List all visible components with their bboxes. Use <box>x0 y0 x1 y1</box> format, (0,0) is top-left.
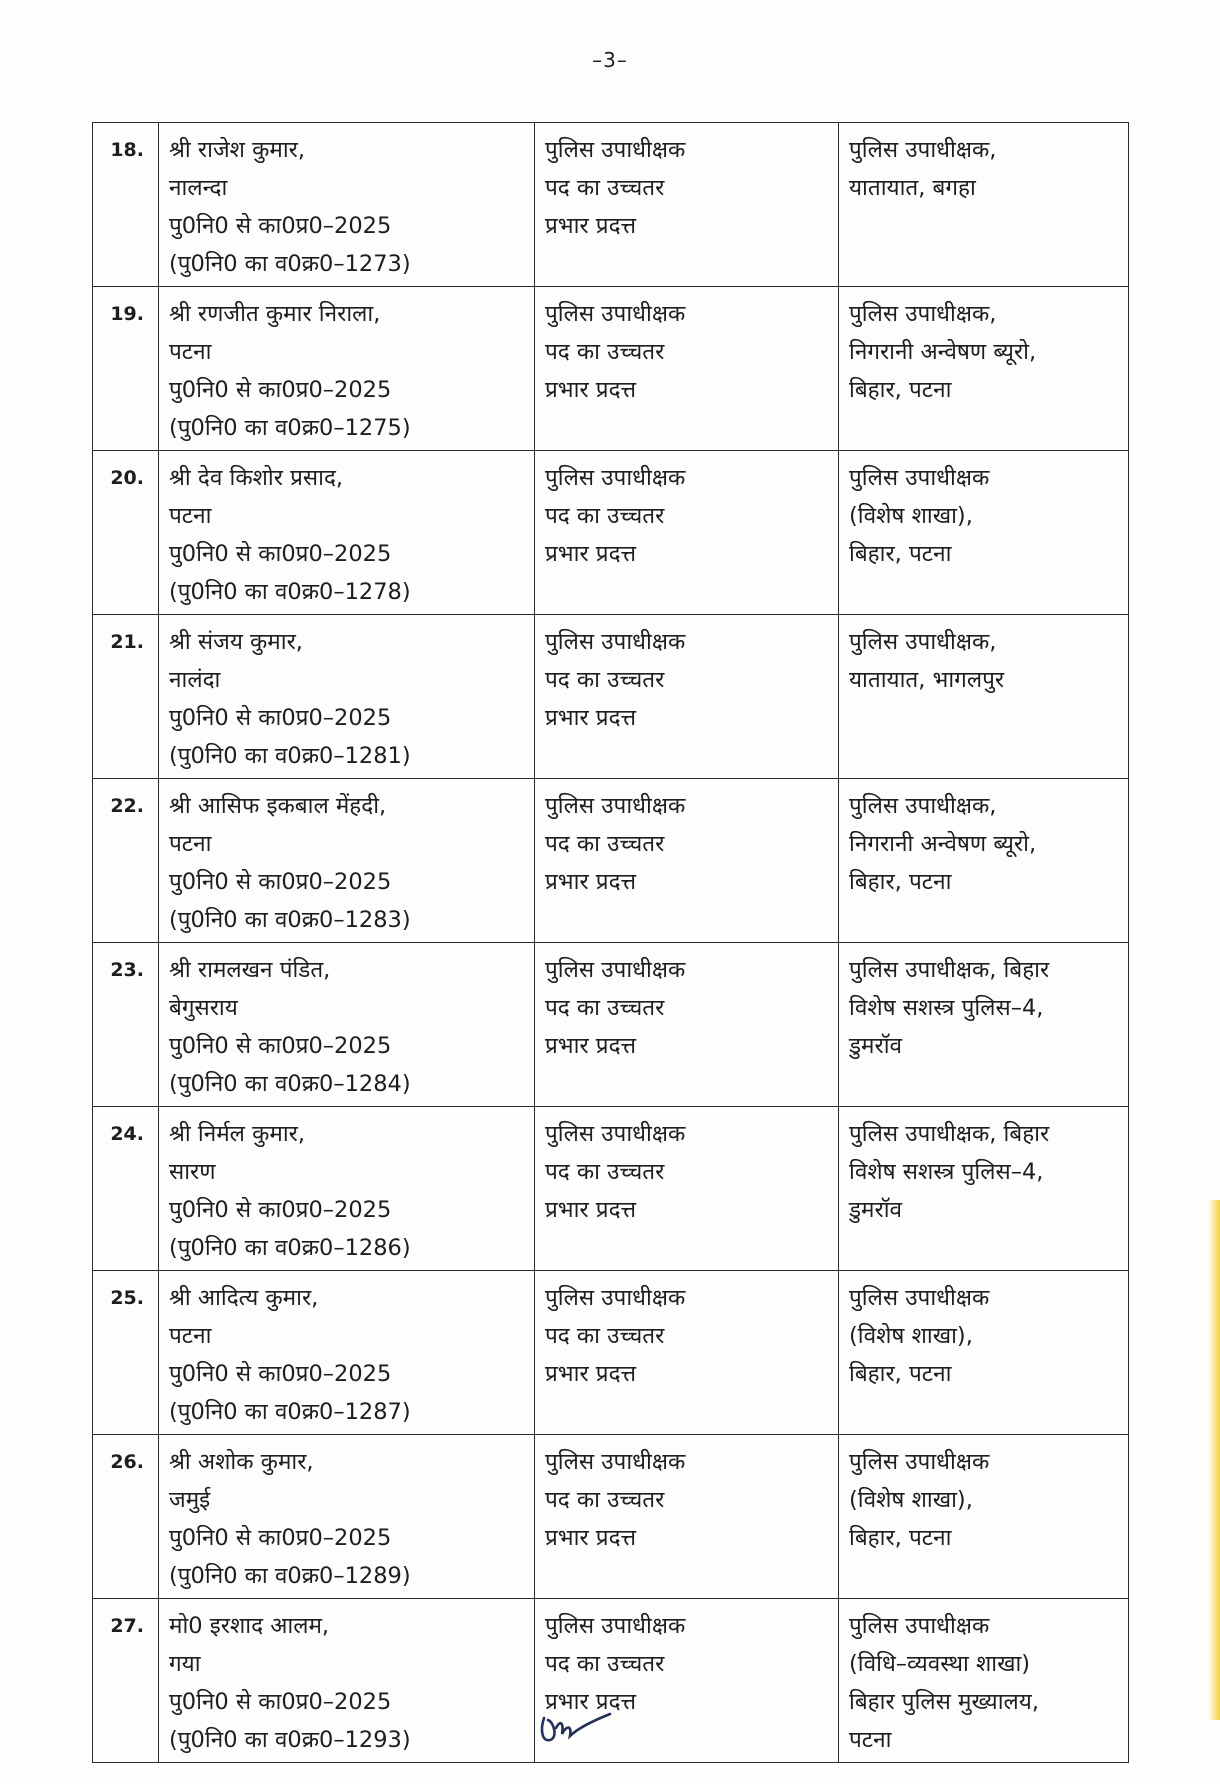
posting-cell <box>839 1271 1129 1435</box>
charge-cell <box>535 1107 839 1271</box>
charge-line: प्रभार प्रदत्त <box>545 705 637 731</box>
posting-line: निगरानी अन्वेषण ब्यूरो, <box>849 831 1037 857</box>
posting-line: विशेष सशस्त्र पुलिस–4, <box>849 995 1044 1021</box>
charge-line: पद का उच्चतर <box>545 503 665 529</box>
charge-cell <box>535 615 839 779</box>
posting-line: बिहार पुलिस मुख्यालय, <box>849 1689 1039 1715</box>
posting-cell <box>839 451 1129 615</box>
charge-line: पुलिस उपाधीक्षक <box>545 957 686 983</box>
seniority-number: (पु0नि0 का व0क्र0–1293) <box>169 1727 411 1753</box>
posting-line: पुलिस उपाधीक्षक, <box>849 793 997 819</box>
charge-line: प्रभार प्रदत्त <box>545 541 637 567</box>
posting-line: पुलिस उपाधीक्षक <box>849 465 990 491</box>
officer-details-cell <box>159 123 535 287</box>
home-district: नालंदा <box>169 667 221 693</box>
officer-details-cell <box>159 615 535 779</box>
officer-details-cell <box>159 779 535 943</box>
seniority-number: (पु0नि0 का व0क्र0–1273) <box>169 251 411 277</box>
home-district: बेगुसराय <box>169 995 238 1021</box>
officer-name: श्री आदित्य कुमार, <box>169 1285 319 1311</box>
posting-line: (विशेष शाखा), <box>849 1487 973 1513</box>
posting-line: बिहार, पटना <box>849 541 952 567</box>
posting-cell <box>839 615 1129 779</box>
posting-line: बिहार, पटना <box>849 869 952 895</box>
officer-name: श्री अशोक कुमार, <box>169 1449 314 1475</box>
table-row <box>93 779 1129 943</box>
charge-line: पद का उच्चतर <box>545 339 665 365</box>
posting-line: निगरानी अन्वेषण ब्यूरो, <box>849 339 1037 365</box>
officer-details-cell <box>159 1599 535 1763</box>
promotion-batch: पु0नि0 से का0प्र0–2025 <box>169 1525 392 1551</box>
charge-line: पद का उच्चतर <box>545 995 665 1021</box>
promotion-batch: पु0नि0 से का0प्र0–2025 <box>169 1689 392 1715</box>
posting-line: पुलिस उपाधीक्षक <box>849 1285 990 1311</box>
officer-name: श्री राजेश कुमार, <box>169 137 306 163</box>
promotion-batch: पु0नि0 से का0प्र0–2025 <box>169 1033 392 1059</box>
officer-details-cell <box>159 1107 535 1271</box>
serial-number: 19. <box>93 287 159 451</box>
home-district: सारण <box>169 1159 216 1185</box>
promotion-batch: पु0नि0 से का0प्र0–2025 <box>169 377 392 403</box>
officer-details-cell <box>159 287 535 451</box>
serial-number: 24. <box>93 1107 159 1271</box>
seniority-number: (पु0नि0 का व0क्र0–1286) <box>169 1235 411 1261</box>
posting-line: बिहार, पटना <box>849 1361 952 1387</box>
table-row <box>93 1271 1129 1435</box>
charge-line: प्रभार प्रदत्त <box>545 1689 637 1715</box>
charge-cell <box>535 123 839 287</box>
serial-number: 21. <box>93 615 159 779</box>
charge-line: पुलिस उपाधीक्षक <box>545 137 686 163</box>
table-row <box>93 1107 1129 1271</box>
home-district: पटना <box>169 503 212 529</box>
posting-line: बिहार, पटना <box>849 377 952 403</box>
charge-line: प्रभार प्रदत्त <box>545 1033 637 1059</box>
page-number: –3– <box>592 48 628 72</box>
charge-line: पद का उच्चतर <box>545 831 665 857</box>
officer-details-cell <box>159 451 535 615</box>
officer-name: श्री संजय कुमार, <box>169 629 303 655</box>
serial-number: 22. <box>93 779 159 943</box>
posting-table <box>92 122 1129 1763</box>
seniority-number: (पु0नि0 का व0क्र0–1287) <box>169 1399 411 1425</box>
serial-number: 26. <box>93 1435 159 1599</box>
home-district: नालन्दा <box>169 175 228 201</box>
officer-name: श्री रणजीत कुमार निराला, <box>169 301 381 327</box>
posting-cell <box>839 779 1129 943</box>
charge-line: प्रभार प्रदत्त <box>545 1361 637 1387</box>
promotion-batch: पु0नि0 से का0प्र0–2025 <box>169 541 392 567</box>
table-row <box>93 1435 1129 1599</box>
posting-line: पुलिस उपाधीक्षक, <box>849 137 997 163</box>
table-row <box>93 287 1129 451</box>
posting-cell <box>839 1107 1129 1271</box>
officer-details-cell <box>159 943 535 1107</box>
posting-line: पुलिस उपाधीक्षक, बिहार <box>849 957 1050 983</box>
posting-line: पुलिस उपाधीक्षक, <box>849 301 997 327</box>
charge-line: पुलिस उपाधीक्षक <box>545 1613 686 1639</box>
promotion-batch: पु0नि0 से का0प्र0–2025 <box>169 869 392 895</box>
charge-line: प्रभार प्रदत्त <box>545 869 637 895</box>
charge-line: पुलिस उपाधीक्षक <box>545 1285 686 1311</box>
charge-cell <box>535 779 839 943</box>
posting-line: पुलिस उपाधीक्षक, बिहार <box>849 1121 1050 1147</box>
seniority-number: (पु0नि0 का व0क्र0–1289) <box>169 1563 411 1589</box>
serial-number: 25. <box>93 1271 159 1435</box>
posting-line: डुमरॉव <box>849 1197 903 1223</box>
seniority-number: (पु0नि0 का व0क्र0–1275) <box>169 415 411 441</box>
charge-cell <box>535 1271 839 1435</box>
posting-cell <box>839 943 1129 1107</box>
serial-number: 23. <box>93 943 159 1107</box>
charge-cell <box>535 287 839 451</box>
officer-name: श्री देव किशोर प्रसाद, <box>169 465 344 491</box>
charge-line: पद का उच्चतर <box>545 1159 665 1185</box>
posting-cell <box>839 123 1129 287</box>
charge-line: प्रभार प्रदत्त <box>545 213 637 239</box>
serial-number: 20. <box>93 451 159 615</box>
posting-cell <box>839 1599 1129 1763</box>
promotion-batch: पु0नि0 से का0प्र0–2025 <box>169 213 392 239</box>
promotion-batch: पु0नि0 से का0प्र0–2025 <box>169 705 392 731</box>
officer-name: श्री आसिफ इकबाल मेंहदी, <box>169 793 387 819</box>
officer-name: श्री रामलखन पंडित, <box>169 957 331 983</box>
charge-line: पद का उच्चतर <box>545 1487 665 1513</box>
home-district: गया <box>169 1651 201 1677</box>
posting-line: विशेष सशस्त्र पुलिस–4, <box>849 1159 1044 1185</box>
charge-line: पद का उच्चतर <box>545 175 665 201</box>
charge-line: पुलिस उपाधीक्षक <box>545 465 686 491</box>
charge-cell <box>535 451 839 615</box>
posting-line: (विधि–व्यवस्था शाखा) <box>849 1651 1031 1677</box>
table-row <box>93 943 1129 1107</box>
posting-line: यातायात, बगहा <box>849 175 976 201</box>
charge-line: पद का उच्चतर <box>545 667 665 693</box>
charge-line: पुलिस उपाधीक्षक <box>545 1449 686 1475</box>
seniority-number: (पु0नि0 का व0क्र0–1283) <box>169 907 411 933</box>
charge-line: पुलिस उपाधीक्षक <box>545 301 686 327</box>
home-district: पटना <box>169 831 212 857</box>
page-edge-highlight <box>1208 1200 1220 1720</box>
charge-line: पद का उच्चतर <box>545 1323 665 1349</box>
posting-line: पुलिस उपाधीक्षक <box>849 1449 990 1475</box>
table-row <box>93 451 1129 615</box>
officer-details-cell <box>159 1271 535 1435</box>
officer-details-cell <box>159 1435 535 1599</box>
posting-line: (विशेष शाखा), <box>849 1323 973 1349</box>
officer-name: श्री निर्मल कुमार, <box>169 1121 306 1147</box>
seniority-number: (पु0नि0 का व0क्र0–1281) <box>169 743 411 769</box>
charge-cell <box>535 943 839 1107</box>
promotion-batch: पु0नि0 से का0प्र0–2025 <box>169 1361 392 1387</box>
posting-line: पुलिस उपाधीक्षक, <box>849 629 997 655</box>
home-district: पटना <box>169 339 212 365</box>
posting-line: पुलिस उपाधीक्षक <box>849 1613 990 1639</box>
officer-name: मो0 इरशाद आलम, <box>169 1613 330 1639</box>
charge-line: पुलिस उपाधीक्षक <box>545 629 686 655</box>
charge-line: प्रभार प्रदत्त <box>545 1197 637 1223</box>
posting-cell <box>839 1435 1129 1599</box>
charge-line: पुलिस उपाधीक्षक <box>545 1121 686 1147</box>
home-district: जमुई <box>169 1487 211 1513</box>
posting-line: डुमरॉव <box>849 1033 903 1059</box>
charge-line: पुलिस उपाधीक्षक <box>545 793 686 819</box>
charge-line: पद का उच्चतर <box>545 1651 665 1677</box>
table-row <box>93 615 1129 779</box>
serial-number: 18. <box>93 123 159 287</box>
signature <box>530 1700 620 1760</box>
charge-cell <box>535 1435 839 1599</box>
posting-cell <box>839 287 1129 451</box>
table-row <box>93 123 1129 287</box>
serial-number: 27. <box>93 1599 159 1763</box>
seniority-number: (पु0नि0 का व0क्र0–1284) <box>169 1071 411 1097</box>
posting-line: बिहार, पटना <box>849 1525 952 1551</box>
posting-line: (विशेष शाखा), <box>849 503 973 529</box>
charge-line: प्रभार प्रदत्त <box>545 377 637 403</box>
home-district: पटना <box>169 1323 212 1349</box>
posting-line: पटना <box>849 1727 892 1753</box>
promotion-batch: पु0नि0 से का0प्र0–2025 <box>169 1197 392 1223</box>
charge-line: प्रभार प्रदत्त <box>545 1525 637 1551</box>
seniority-number: (पु0नि0 का व0क्र0–1278) <box>169 579 411 605</box>
posting-line: यातायात, भागलपुर <box>849 667 1005 693</box>
